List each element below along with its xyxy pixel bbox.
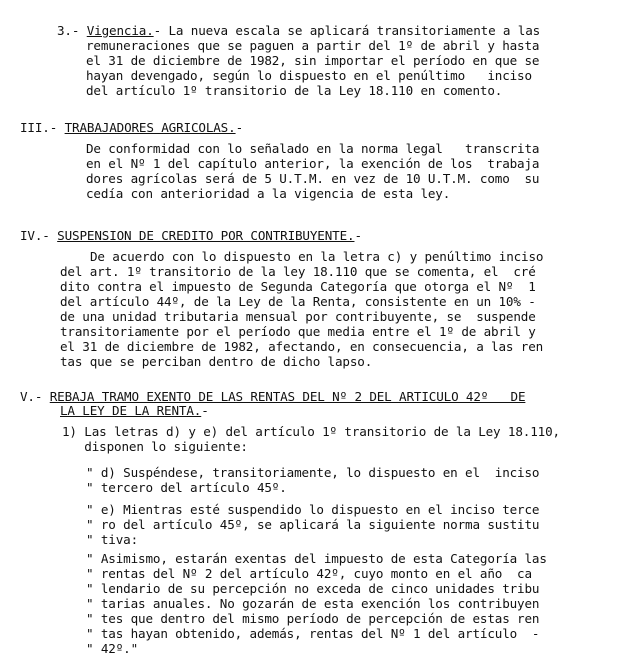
quote-e-line: " tiva: — [86, 532, 139, 547]
section-iv-line: dito contra el impuesto de Segunda Categoría que otorga el Nº 1 — [60, 279, 536, 294]
quote-body-line: " rentas del Nº 2 del artículo 42º, cuyo monto en el año ca — [86, 566, 532, 581]
section-3-line: remuneraciones que se paguen a partir del 1º de abril y hasta — [86, 38, 540, 53]
section-iv-line: del art. 1º transitorio de la ley 18.110 que se comenta, el cré — [60, 264, 536, 279]
section-iv-line: transitoriamente por el período que media entre el 1º de abril y — [60, 324, 536, 339]
section-3-line: el 31 de diciembre de 1982, sin importar el período en que se — [86, 53, 540, 68]
section-iv-line: de una unidad tributaria mensual por contribuyente, se suspende — [60, 309, 536, 324]
quote-d-line: " d) Suspéndese, transitoriamente, lo dispuesto en el inciso — [86, 465, 540, 480]
section-3-number: 3.- — [57, 23, 80, 38]
section-3-line: hayan devengado, según lo dispuesto en el penúltimo inciso — [86, 68, 532, 83]
section-iii-line: dores agrícolas será de 5 U.T.M. en vez de 10 U.T.M. como su — [86, 171, 540, 186]
section-iii-heading — [20, 121, 243, 135]
section-iii-title: TRABAJADORES AGRICOLAS. — [64, 120, 236, 135]
item-1-line: disponen lo siguiente: — [62, 439, 248, 454]
section-iii-line: cedía con anterioridad a la vigencia de esta ley. — [86, 186, 451, 201]
section-iv-title-suffix: - — [354, 228, 362, 243]
quote-body-line: " Asimismo, estarán exentas del impuesto de esta Categoría las — [86, 551, 547, 566]
section-v-title-line1: REBAJA TRAMO EXENTO DE LAS RENTAS DEL Nº 2 DEL ARTICULO 42º DE — [49, 389, 526, 404]
section-iv-line: del artículo 44º, de la Ley de la Renta, consistente en un 10% - — [60, 294, 536, 309]
quote-e-line: " e) Mientras esté suspendido lo dispuesto en el inciso terce — [86, 502, 540, 517]
quote-body-line: " tas hayan obtenido, además, rentas del Nº 1 del artículo - — [86, 626, 540, 641]
quote-e-line: " ro del artículo 45º, se aplicará la siguiente norma sustitu — [86, 517, 540, 532]
section-3-line: del artículo 1º transitorio de la Ley 18.110 en comento. — [86, 83, 503, 98]
section-v-number: V.- — [20, 389, 43, 404]
section-3-lead: - La nueva escala se aplicará transitoriamente a las — [153, 23, 541, 38]
item-1-line: 1) Las letras d) y e) del artículo 1º transitorio de la Ley 18.110, — [62, 424, 560, 439]
section-iv-number: IV.- — [20, 228, 50, 243]
quote-d-line: " tercero del artículo 45º. — [86, 480, 287, 495]
section-iii-line: en el Nº 1 del capítulo anterior, la exención de los trabaja — [86, 156, 540, 171]
quote-body-line: " tarias anuales. No gozarán de esta exención los contribuyen — [86, 596, 540, 611]
section-iii-title-suffix: - — [235, 120, 243, 135]
quote-body-line: " tes que dentro del mismo período de percepción de estas ren — [86, 611, 540, 626]
section-v-title-suffix: - — [201, 403, 209, 418]
section-iv-line: De acuerdo con lo dispuesto en la letra c) y penúltimo inciso — [90, 249, 544, 264]
section-iv-line: el 31 de diciembre de 1982, afectando, en consecuencia, a las ren — [60, 339, 544, 354]
section-iv-title: SUSPENSION DE CREDITO POR CONTRIBUYENTE. — [57, 228, 355, 243]
section-iii-line: De conformidad con lo señalado en la norma legal transcrita — [86, 141, 540, 156]
section-iii-number: III.- — [20, 120, 58, 135]
section-iv-heading — [20, 229, 362, 243]
quote-body-line: " lendario de su percepción no exceda de cinco unidades tribu — [86, 581, 540, 596]
section-iv-line: tas que se perciban dentro de dicho lapso. — [60, 354, 373, 369]
quote-body-line: " 42º." — [86, 641, 139, 656]
section-3-heading — [57, 24, 540, 38]
section-v-title-line2: LA LEY DE LA RENTA. — [60, 403, 202, 418]
section-3-title: Vigencia. — [86, 23, 154, 38]
section-v-heading-cont — [60, 404, 209, 418]
section-v-heading — [20, 390, 525, 404]
